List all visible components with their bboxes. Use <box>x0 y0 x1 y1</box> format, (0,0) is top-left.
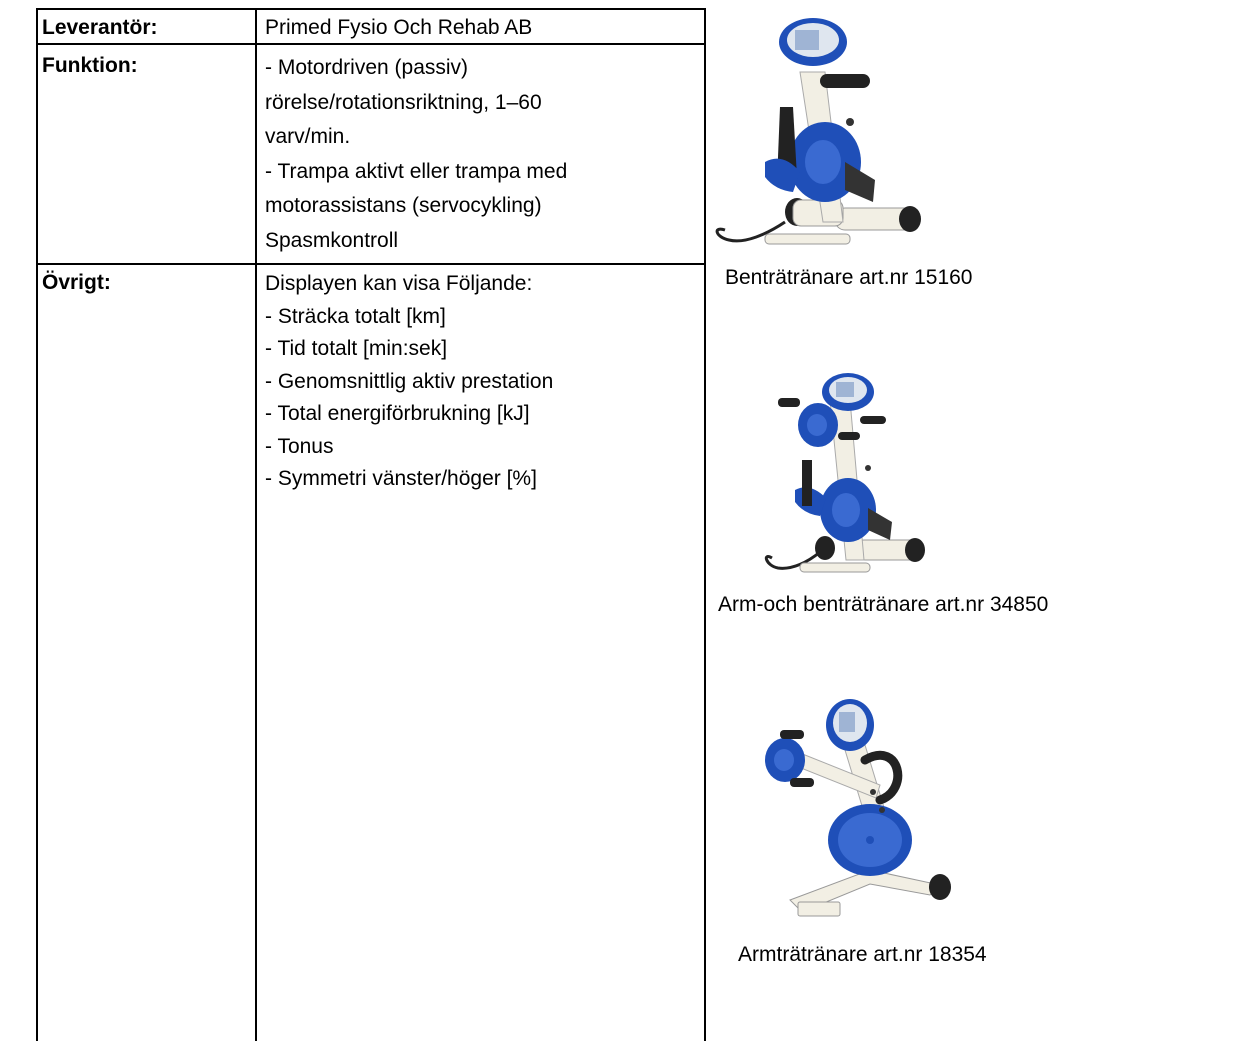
text-line: - Tid totalt [min:sek] <box>265 337 448 360</box>
leg-trainer-image <box>705 12 935 252</box>
text-line: - Total energiförbrukning [kJ] <box>265 402 530 425</box>
text-line: varv/min. <box>265 125 351 148</box>
row-label-leverantor: Leverantör: <box>42 16 158 39</box>
row-value-funktion <box>265 51 567 258</box>
row-value-ovrigt <box>265 268 553 496</box>
table-col-divider-1 <box>255 8 257 1041</box>
text-line: Displayen kan visa Följande: <box>265 272 533 295</box>
text-line: - Genomsnittlig aktiv prestation <box>265 369 554 393</box>
text-line: - Tonus <box>265 434 334 458</box>
text-line: rörelse/rotationsriktning, 1–60 <box>265 90 542 114</box>
table-border-top <box>36 8 706 10</box>
table-border-left <box>36 8 38 1041</box>
text-line: motorassistans (servocykling) <box>265 194 542 217</box>
caption-arm-trainer: Armträtränare art.nr 18354 <box>738 943 987 966</box>
caption-leg-trainer: Benträtränare art.nr 15160 <box>725 266 973 289</box>
row-label-ovrigt: Övrigt: <box>42 271 111 294</box>
arm-leg-trainer-image <box>760 370 930 585</box>
caption-arm-leg-trainer: Arm-och benträtränare art.nr 34850 <box>718 593 1049 616</box>
row-divider-2 <box>36 263 706 265</box>
row-label-funktion: Funktion: <box>42 54 138 77</box>
row-divider-1 <box>36 43 706 45</box>
row-value-leverantor <box>265 13 532 42</box>
text-line: Primed Fysio Och Rehab AB <box>265 16 533 39</box>
text-line: - Trampa aktivt eller trampa med <box>265 159 568 183</box>
text-line: - Motordriven (passiv) <box>265 56 469 79</box>
text-line: - Sträcka totalt [km] <box>265 304 446 328</box>
text-line: - Symmetri vänster/höger [%] <box>265 467 537 490</box>
arm-trainer-image <box>750 690 960 930</box>
text-line: Spasmkontroll <box>265 228 399 252</box>
